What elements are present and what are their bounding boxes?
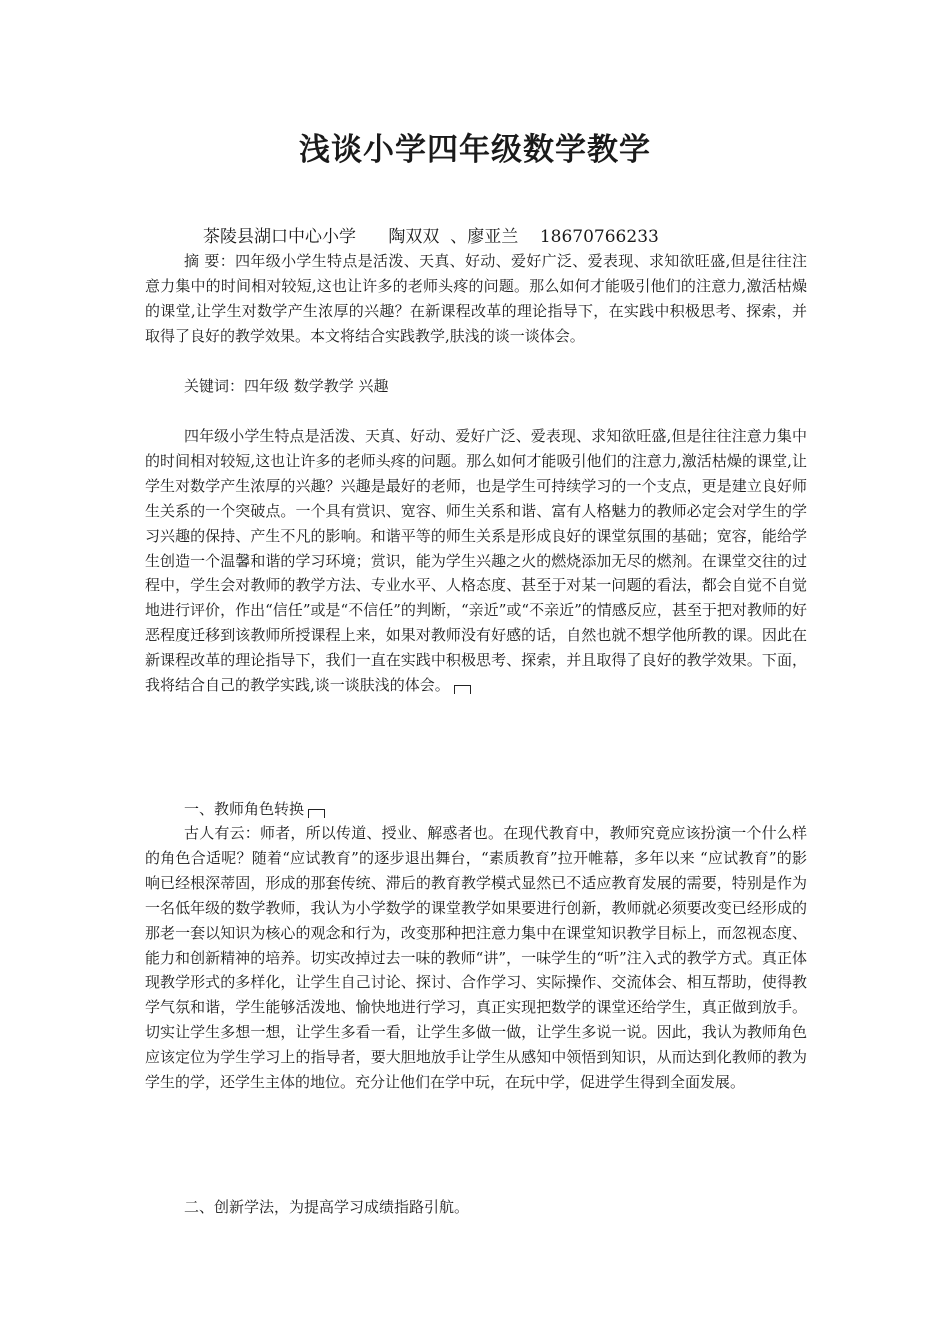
abstract-paragraph: 摘 要：四年级小学生特点是活泼、天真、好动、爱好广泛、爱表现、求知欲旺盛,但是往往注意力集中的时间相对较短,这也让许多的老师头疼的问题。那么如何才能吸引他们的注意力,激活枯燥的课堂,让学生对数学产生浓厚的兴趣？在新课程改革的理论指导下，在实践中积极思考、探索，并取得了良好的教学效果。本文将结合实践教学,肤浅的谈一谈体会。 xyxy=(145,252,807,345)
keywords-line: 关键词：四年级 数学教学 兴趣 xyxy=(184,377,389,395)
document-title: 浅谈小学四年级数学教学 xyxy=(299,132,651,168)
paragraph-mark-icon xyxy=(454,685,471,694)
section2-heading: 二、创新学法，为提高学习成绩指路引航。 xyxy=(184,1198,470,1216)
section1-heading xyxy=(145,797,807,822)
author-line: 茶陵县湖口中心小学 陶双双 、廖亚兰 18670766233 xyxy=(203,227,659,247)
paragraph-mark-icon xyxy=(308,809,325,818)
section1-paragraph: 古人有云：师者，所以传道、授业、解惑者也。在现代教育中，教师究竟应该扮演一个什么样的角色合适呢？随着“应试教育”的逐步退出舞台，“素质教育”拉开帷幕，多年以来 “应试教育”的影响已经根深蒂固，形成的那套传统、滞后的教育教学模式显然已不适应教育发展的需要，特别是作为一名低年级的数学教师，我认为小学数学的课堂教学如果要进行创新，教师就必须要改变已经形成的那老一套以知识为核心的观念和行为，改变那种把注意力集中在课堂知识教学目标上，而忽视态度、能力和创新精神的培养。切实改掉过去一味的教师“讲”，一味学生的“听”注入式的教学方式。真正体现教学形式的多样化，让学生自己讨论、探讨、合作学习、实际操作、交流体会、相互帮助，使得教学气氛和谐，学生能够活泼地、愉快地进行学习，真正实现把数学的课堂还给学生，真正做到放手。切实让学生多想一想，让学生多看一看，让学生多做一做，让学生多说一说。因此，我认为教师角色应该定位为学生学习上的指导者，要大胆地放手让学生从感知中领悟到知识，从而达到化教师的教为学生的学，还学生主体的地位。充分让他们在学中玩，在玩中学，促进学生得到全面发展。 xyxy=(145,824,807,1092)
section1-heading-text: 一、教师角色转换 xyxy=(184,800,305,818)
intro-text: 四年级小学生特点是活泼、天真、好动、爱好广泛、爱表现、求知欲旺盛,但是往往注意力集中的时间相对较短,这也让许多的老师头疼的问题。那么如何才能吸引他们的注意力,激活枯燥的课堂,让学生对数学产生浓厚的兴趣？兴趣是最好的老师，也是学生可持续学习的一个支点，更是建立良好师生关系的一个突破点。一个具有赏识、宽容、师生关系和谐、富有人格魅力的教师必定会对学生的学习兴趣的保持、产生不凡的影响。和谐平等的师生关系是形成良好的课堂氛围的基础；宽容，能给学生创造一个温馨和谐的学习环境；赏识，能为学生兴趣之火的燃烧添加无尽的燃剂。在课堂交往的过程中，学生会对教师的教学方法、专业水平、人格态度、甚至于对某一问题的看法，都会自觉不自觉地进行评价，作出“信任”或是“不信任”的判断，“亲近”或“不亲近”的情感反应，甚至于把对教师的好恶程度迁移到该教师所授课程上来，如果对教师没有好感的话，自然也就不想学他所教的课。因此在新课程改革的理论指导下，我们一直在实践中积极思考、探索，并且取得了良好的教学效果。下面，我将结合自己的教学实践,谈一谈肤浅的体会。 xyxy=(145,427,807,695)
intro-paragraph xyxy=(145,424,807,698)
